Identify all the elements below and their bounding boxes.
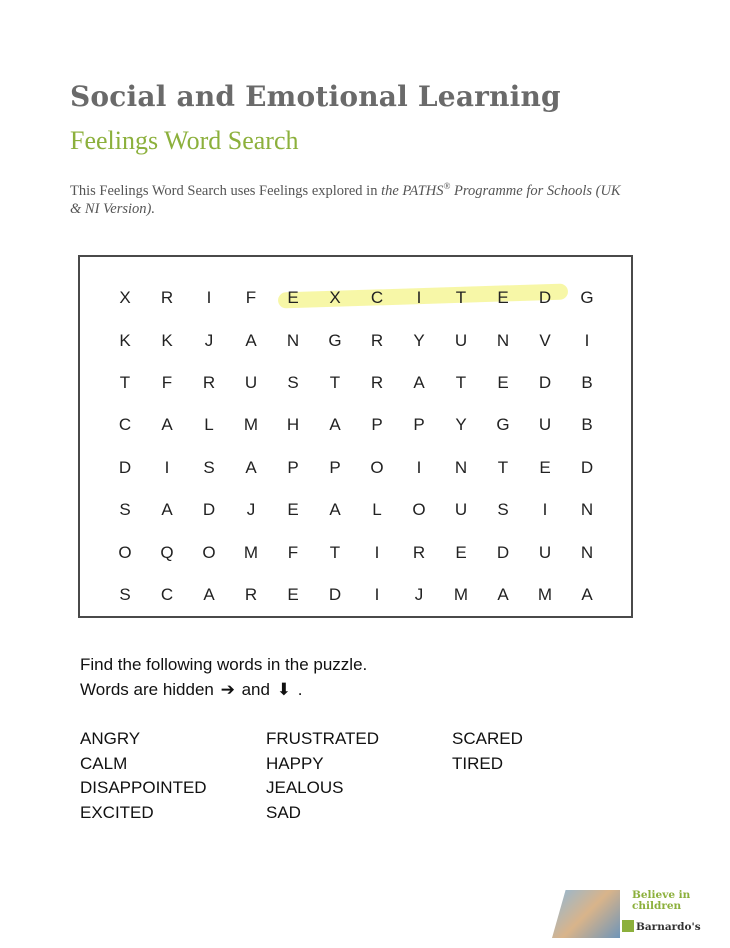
grid-letter: M <box>243 415 259 435</box>
word-list-item: EXCITED <box>80 802 154 822</box>
grid-letter: T <box>455 288 467 308</box>
grid-letter: G <box>496 415 510 435</box>
logo-tagline-line-1: Believe in <box>632 889 691 901</box>
grid-letter: N <box>580 542 594 562</box>
grid-letter: D <box>118 457 132 477</box>
grid-letter: A <box>413 372 425 392</box>
grid-letter: C <box>118 415 132 435</box>
grid-letter: O <box>118 542 132 562</box>
instructions-text: Words are hidden <box>80 680 214 699</box>
grid-letter: S <box>287 372 299 392</box>
grid-letter: R <box>160 288 174 308</box>
grid-letter: J <box>414 584 424 604</box>
grid-letter: M <box>453 584 469 604</box>
grid-letter: K <box>161 330 173 350</box>
grid-letter: A <box>203 584 215 604</box>
grid-letter: M <box>243 542 259 562</box>
grid-letter: F <box>245 288 257 308</box>
grid-letter: B <box>581 415 593 435</box>
grid-letter: I <box>416 288 422 308</box>
grid-letter: M <box>537 584 553 604</box>
grid-letter: S <box>497 500 509 520</box>
logo-brand-name: Barnardo's <box>636 921 701 933</box>
grid-letter: P <box>287 457 299 477</box>
logo-brand <box>622 920 701 933</box>
grid-letter: T <box>329 542 341 562</box>
intro-programme: the PATHS <box>381 182 444 199</box>
grid-letter: A <box>329 500 341 520</box>
grid-letter: U <box>454 330 468 350</box>
grid-letter: N <box>286 330 300 350</box>
grid-letter: R <box>370 372 384 392</box>
grid-letter: A <box>161 500 173 520</box>
grid-letter: I <box>584 330 590 350</box>
grid-letter: R <box>370 330 384 350</box>
grid-letter: S <box>203 457 215 477</box>
down-arrow-icon: ⬇ <box>276 680 291 699</box>
word-list-item: JEALOUS <box>266 778 344 797</box>
grid-letter: I <box>374 542 380 562</box>
grid-letter: U <box>454 500 468 520</box>
grid-letter: E <box>497 288 509 308</box>
grid-letter: A <box>245 330 257 350</box>
grid-letter: H <box>286 415 300 435</box>
intro-programme-rest: Programme for Schools (UK & NI Version). <box>70 182 621 217</box>
grid-letter: E <box>455 542 467 562</box>
instructions-line-1: Find the following words in the puzzle. <box>80 655 368 674</box>
grid-letter: B <box>581 372 593 392</box>
grid-letter: N <box>580 500 594 520</box>
word-list-item: TIRED <box>452 753 503 773</box>
grid-letter: S <box>119 500 131 520</box>
right-arrow-icon: ➔ <box>220 680 235 699</box>
grid-letter: A <box>245 457 257 477</box>
grid-letter: N <box>496 330 510 350</box>
grid-letter: A <box>329 415 341 435</box>
grid-letter: E <box>287 584 299 604</box>
word-list-item: CALM <box>80 753 128 773</box>
grid-letter: A <box>161 415 173 435</box>
logo-tagline <box>632 890 690 912</box>
logo-tagline-line-2: children <box>632 900 682 912</box>
word-list-item: FRUSTRATED <box>266 729 380 748</box>
word-search-grid <box>104 277 608 616</box>
grid-letter: A <box>497 584 509 604</box>
instructions-line-2 <box>80 677 367 702</box>
grid-letter: U <box>244 372 258 392</box>
grid-letter: X <box>329 288 341 308</box>
grid-letter: L <box>372 500 382 520</box>
grid-letter: D <box>328 584 342 604</box>
grid-letter: T <box>497 457 509 477</box>
grid-letter: D <box>538 288 552 308</box>
grid-letter: D <box>538 372 552 392</box>
grid-letter: G <box>580 288 594 308</box>
intro-paragraph <box>70 177 630 218</box>
grid-letter: Y <box>455 415 467 435</box>
grid-letter: S <box>119 584 131 604</box>
grid-letter: U <box>538 542 552 562</box>
grid-letter: E <box>539 457 551 477</box>
grid-letter: Q <box>160 542 174 562</box>
grid-letter: R <box>244 584 258 604</box>
grid-letter: G <box>328 330 342 350</box>
grid-letter: D <box>580 457 594 477</box>
grid-letter: C <box>160 584 174 604</box>
word-list-column-1 <box>80 727 207 825</box>
grid-letter: P <box>371 415 383 435</box>
grid-letter: E <box>287 288 299 308</box>
grid-letter: E <box>287 500 299 520</box>
barnardos-logo <box>552 884 702 940</box>
grid-letter: T <box>455 372 467 392</box>
grid-letter: I <box>206 288 212 308</box>
grid-letter: E <box>497 372 509 392</box>
grid-letter: P <box>329 457 341 477</box>
word-list-item: HAPPY <box>266 753 324 773</box>
intro-text: This Feelings Word Search uses Feelings explored in <box>70 182 382 199</box>
instructions-and: and <box>241 680 270 699</box>
grid-letter: D <box>202 500 216 520</box>
grid-letter: O <box>412 500 426 520</box>
instructions <box>80 652 367 702</box>
barnardos-mark-icon <box>622 920 634 932</box>
grid-letter: N <box>454 457 468 477</box>
grid-letter: F <box>287 542 299 562</box>
grid-letter: I <box>542 500 548 520</box>
grid-letter: D <box>496 542 510 562</box>
grid-letter: J <box>204 330 214 350</box>
word-list-item: DISAPPOINTED <box>80 778 207 797</box>
grid-letter: I <box>416 457 422 477</box>
grid-letter: P <box>413 415 425 435</box>
grid-letter: C <box>370 288 384 308</box>
grid-letter: I <box>374 584 380 604</box>
registered-mark: ® <box>443 181 451 191</box>
grid-letter: T <box>119 372 131 392</box>
page-subtitle: Feelings Word Search <box>70 126 299 155</box>
grid-letter: X <box>119 288 131 308</box>
grid-letter: U <box>538 415 552 435</box>
instructions-end: . <box>297 680 303 699</box>
grid-letter: J <box>246 500 256 520</box>
page-title: Social and Emotional Learning <box>70 80 561 113</box>
word-list-item: ANGRY <box>80 729 141 748</box>
grid-letter: F <box>161 372 173 392</box>
grid-letter: O <box>202 542 216 562</box>
grid-letter: A <box>581 584 593 604</box>
grid-letter: R <box>202 372 216 392</box>
grid-letter: I <box>164 457 170 477</box>
word-list-column-3 <box>452 727 523 776</box>
grid-letter: T <box>329 372 341 392</box>
child-photo <box>552 890 620 938</box>
grid-letter: L <box>204 415 214 435</box>
grid-letter: O <box>370 457 384 477</box>
grid-letter: R <box>412 542 426 562</box>
word-list-column-2 <box>266 727 379 825</box>
grid-letter: K <box>119 330 131 350</box>
grid-letter: V <box>539 330 551 350</box>
word-list-item: SAD <box>266 802 301 822</box>
grid-letter: Y <box>413 330 425 350</box>
word-list-item: SCARED <box>452 729 523 748</box>
